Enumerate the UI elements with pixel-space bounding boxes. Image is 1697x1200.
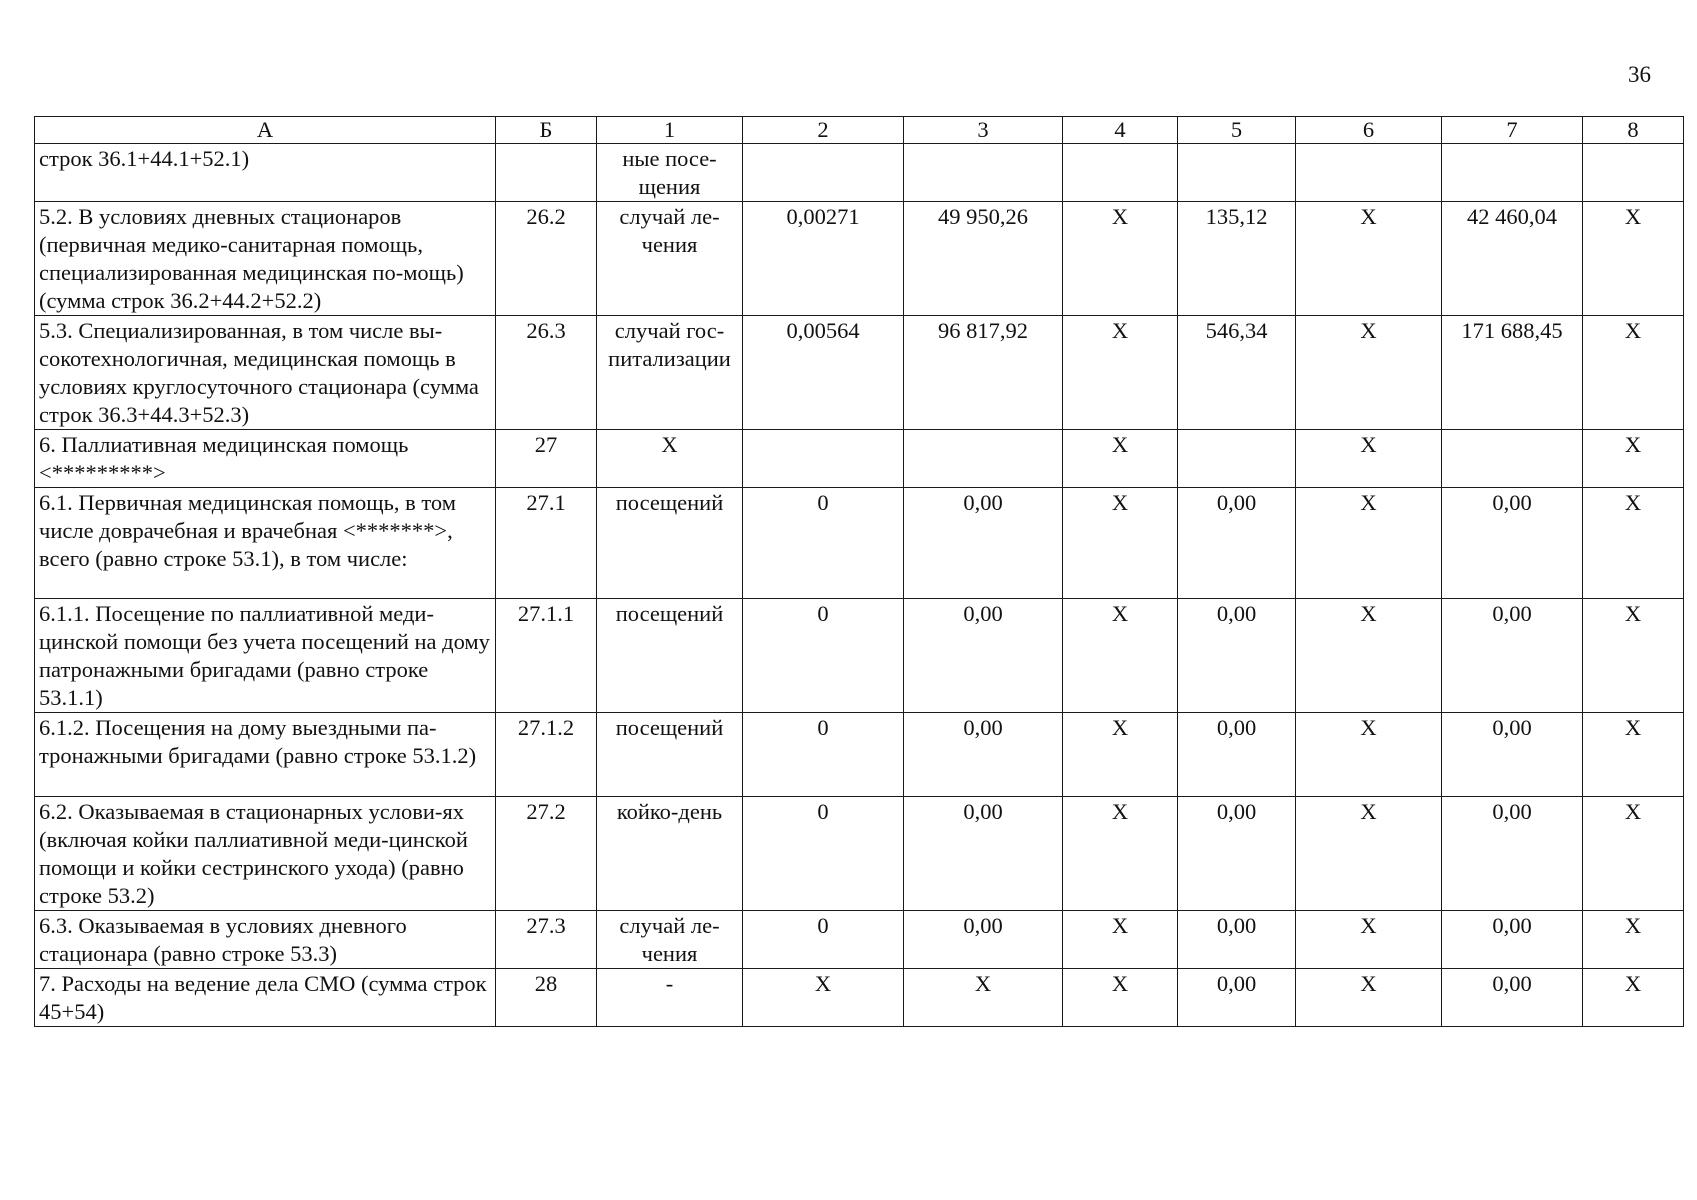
- row-code: 27.2: [496, 797, 597, 911]
- value-cell: 0,00: [1178, 969, 1296, 1027]
- table-row: [35, 797, 1684, 911]
- page-number: 36: [1628, 62, 1651, 87]
- unit-cell: случай гос-питализации: [597, 316, 743, 430]
- row-code: 26.3: [496, 316, 597, 430]
- value-cell: [1178, 430, 1296, 488]
- unit-cell: ные посе-щения: [597, 144, 743, 202]
- value-cell: Х: [1296, 911, 1442, 969]
- row-code: 27.1: [496, 488, 597, 599]
- table-row: [35, 144, 1684, 202]
- value-cell: 0,00: [1442, 713, 1583, 797]
- row-code: 27.1.2: [496, 713, 597, 797]
- column-header: 2: [743, 117, 904, 144]
- value-cell: Х: [1583, 599, 1684, 713]
- table-row: [35, 969, 1684, 1027]
- value-cell: 0,00: [1442, 488, 1583, 599]
- value-cell: Х: [1583, 202, 1684, 316]
- row-label: 7. Расходы на ведение дела СМО (сумма строк 45+54): [35, 969, 496, 1027]
- table-row: [35, 911, 1684, 969]
- value-cell: 0,00: [1178, 797, 1296, 911]
- value-cell: Х: [1296, 599, 1442, 713]
- row-label: 6.1.1. Посещение по паллиативной меди-цинской помощи без учета посещений на дому патронажными бригадами (равно строке 53.1.1): [35, 599, 496, 713]
- value-cell: [1583, 144, 1684, 202]
- value-cell: Х: [1063, 202, 1178, 316]
- value-cell: Х: [1583, 713, 1684, 797]
- row-label: 6.1.2. Посещения на дому выездными па-тронажными бригадами (равно строке 53.1.2): [35, 713, 496, 797]
- row-code: 28: [496, 969, 597, 1027]
- value-cell: [1442, 430, 1583, 488]
- table-row: [35, 430, 1684, 488]
- value-cell: [1063, 144, 1178, 202]
- value-cell: 0,00271: [743, 202, 904, 316]
- value-cell: 0,00: [1442, 797, 1583, 911]
- column-header: Б: [496, 117, 597, 144]
- value-cell: 0,00: [904, 911, 1063, 969]
- row-code: [496, 144, 597, 202]
- unit-cell: -: [597, 969, 743, 1027]
- value-cell: Х: [1063, 316, 1178, 430]
- column-header: 6: [1296, 117, 1442, 144]
- column-header: 1: [597, 117, 743, 144]
- value-cell: 0: [743, 713, 904, 797]
- value-cell: 0,00: [1178, 713, 1296, 797]
- header-row: [35, 117, 1684, 144]
- value-cell: Х: [1063, 797, 1178, 911]
- value-cell: Х: [1063, 969, 1178, 1027]
- column-header: А: [35, 117, 496, 144]
- column-header: 8: [1583, 117, 1684, 144]
- value-cell: 0: [743, 488, 904, 599]
- value-cell: 0: [743, 911, 904, 969]
- value-cell: [904, 144, 1063, 202]
- row-code: 27.1.1: [496, 599, 597, 713]
- value-cell: Х: [1063, 488, 1178, 599]
- value-cell: 42 460,04: [1442, 202, 1583, 316]
- value-cell: 0,00: [1178, 911, 1296, 969]
- value-cell: Х: [743, 969, 904, 1027]
- value-cell: Х: [1296, 797, 1442, 911]
- row-code: 27: [496, 430, 597, 488]
- row-label: строк 36.1+44.1+52.1): [35, 144, 496, 202]
- value-cell: 0: [743, 599, 904, 713]
- value-cell: Х: [1063, 599, 1178, 713]
- value-cell: Х: [1583, 488, 1684, 599]
- value-cell: Х: [904, 969, 1063, 1027]
- unit-cell: случай ле-чения: [597, 202, 743, 316]
- row-label: 5.2. В условиях дневных стационаров (первичная медико-санитарная помощь, специализированная медицинская по-мощь) (сумма строк 36.2+44.2+52.2): [35, 202, 496, 316]
- unit-cell: койко-день: [597, 797, 743, 911]
- value-cell: 0,00: [904, 599, 1063, 713]
- value-cell: 171 688,45: [1442, 316, 1583, 430]
- value-cell: [904, 430, 1063, 488]
- value-cell: [743, 430, 904, 488]
- table-row: [35, 488, 1684, 599]
- row-code: 27.3: [496, 911, 597, 969]
- value-cell: Х: [1583, 969, 1684, 1027]
- row-label: 5.3. Специализированная, в том числе вы-сокотехнологичная, медицинская помощь в условиях круглосуточного стационара (сумма строк 36.3+44.3+52.3): [35, 316, 496, 430]
- value-cell: Х: [1583, 316, 1684, 430]
- row-code: 26.2: [496, 202, 597, 316]
- value-cell: Х: [1296, 316, 1442, 430]
- value-cell: Х: [1063, 430, 1178, 488]
- value-cell: Х: [1296, 430, 1442, 488]
- value-cell: Х: [1583, 911, 1684, 969]
- value-cell: [1442, 144, 1583, 202]
- unit-cell: случай ле-чения: [597, 911, 743, 969]
- value-cell: 0,00: [1178, 488, 1296, 599]
- value-cell: 0,00: [1442, 911, 1583, 969]
- column-header: 4: [1063, 117, 1178, 144]
- value-cell: Х: [1296, 488, 1442, 599]
- unit-cell: посещений: [597, 599, 743, 713]
- column-header: 7: [1442, 117, 1583, 144]
- value-cell: 49 950,26: [904, 202, 1063, 316]
- value-cell: Х: [1063, 713, 1178, 797]
- value-cell: 0: [743, 797, 904, 911]
- value-cell: 135,12: [1178, 202, 1296, 316]
- data-table: [34, 116, 1684, 1027]
- row-label: 6. Паллиативная медицинская помощь <*********>: [35, 430, 496, 488]
- row-label: 6.1. Первичная медицинская помощь, в том числе доврачебная и врачебная <*******>, всего (равно строке 53.1), в том числе:: [35, 488, 496, 599]
- table-row: [35, 713, 1684, 797]
- value-cell: 0,00: [1442, 969, 1583, 1027]
- value-cell: 0,00: [904, 797, 1063, 911]
- value-cell: 546,34: [1178, 316, 1296, 430]
- value-cell: 0,00: [1178, 599, 1296, 713]
- value-cell: Х: [1583, 797, 1684, 911]
- value-cell: Х: [1296, 969, 1442, 1027]
- column-header: 5: [1178, 117, 1296, 144]
- value-cell: [1178, 144, 1296, 202]
- table-row: [35, 599, 1684, 713]
- value-cell: 0,00: [904, 713, 1063, 797]
- value-cell: [743, 144, 904, 202]
- row-label: 6.3. Оказываемая в условиях дневного стационара (равно строке 53.3): [35, 911, 496, 969]
- value-cell: Х: [1583, 430, 1684, 488]
- value-cell: 0,00: [904, 488, 1063, 599]
- column-header: 3: [904, 117, 1063, 144]
- unit-cell: посещений: [597, 713, 743, 797]
- value-cell: [1296, 144, 1442, 202]
- unit-cell: Х: [597, 430, 743, 488]
- value-cell: Х: [1296, 202, 1442, 316]
- table-row: [35, 202, 1684, 316]
- unit-cell: посещений: [597, 488, 743, 599]
- value-cell: Х: [1296, 713, 1442, 797]
- value-cell: 96 817,92: [904, 316, 1063, 430]
- table-row: [35, 316, 1684, 430]
- row-label: 6.2. Оказываемая в стационарных услови-ях (включая койки паллиативной меди-цинской помощи и койки сестринского ухода) (равно строке 53.2): [35, 797, 496, 911]
- value-cell: 0,00: [1442, 599, 1583, 713]
- value-cell: Х: [1063, 911, 1178, 969]
- value-cell: 0,00564: [743, 316, 904, 430]
